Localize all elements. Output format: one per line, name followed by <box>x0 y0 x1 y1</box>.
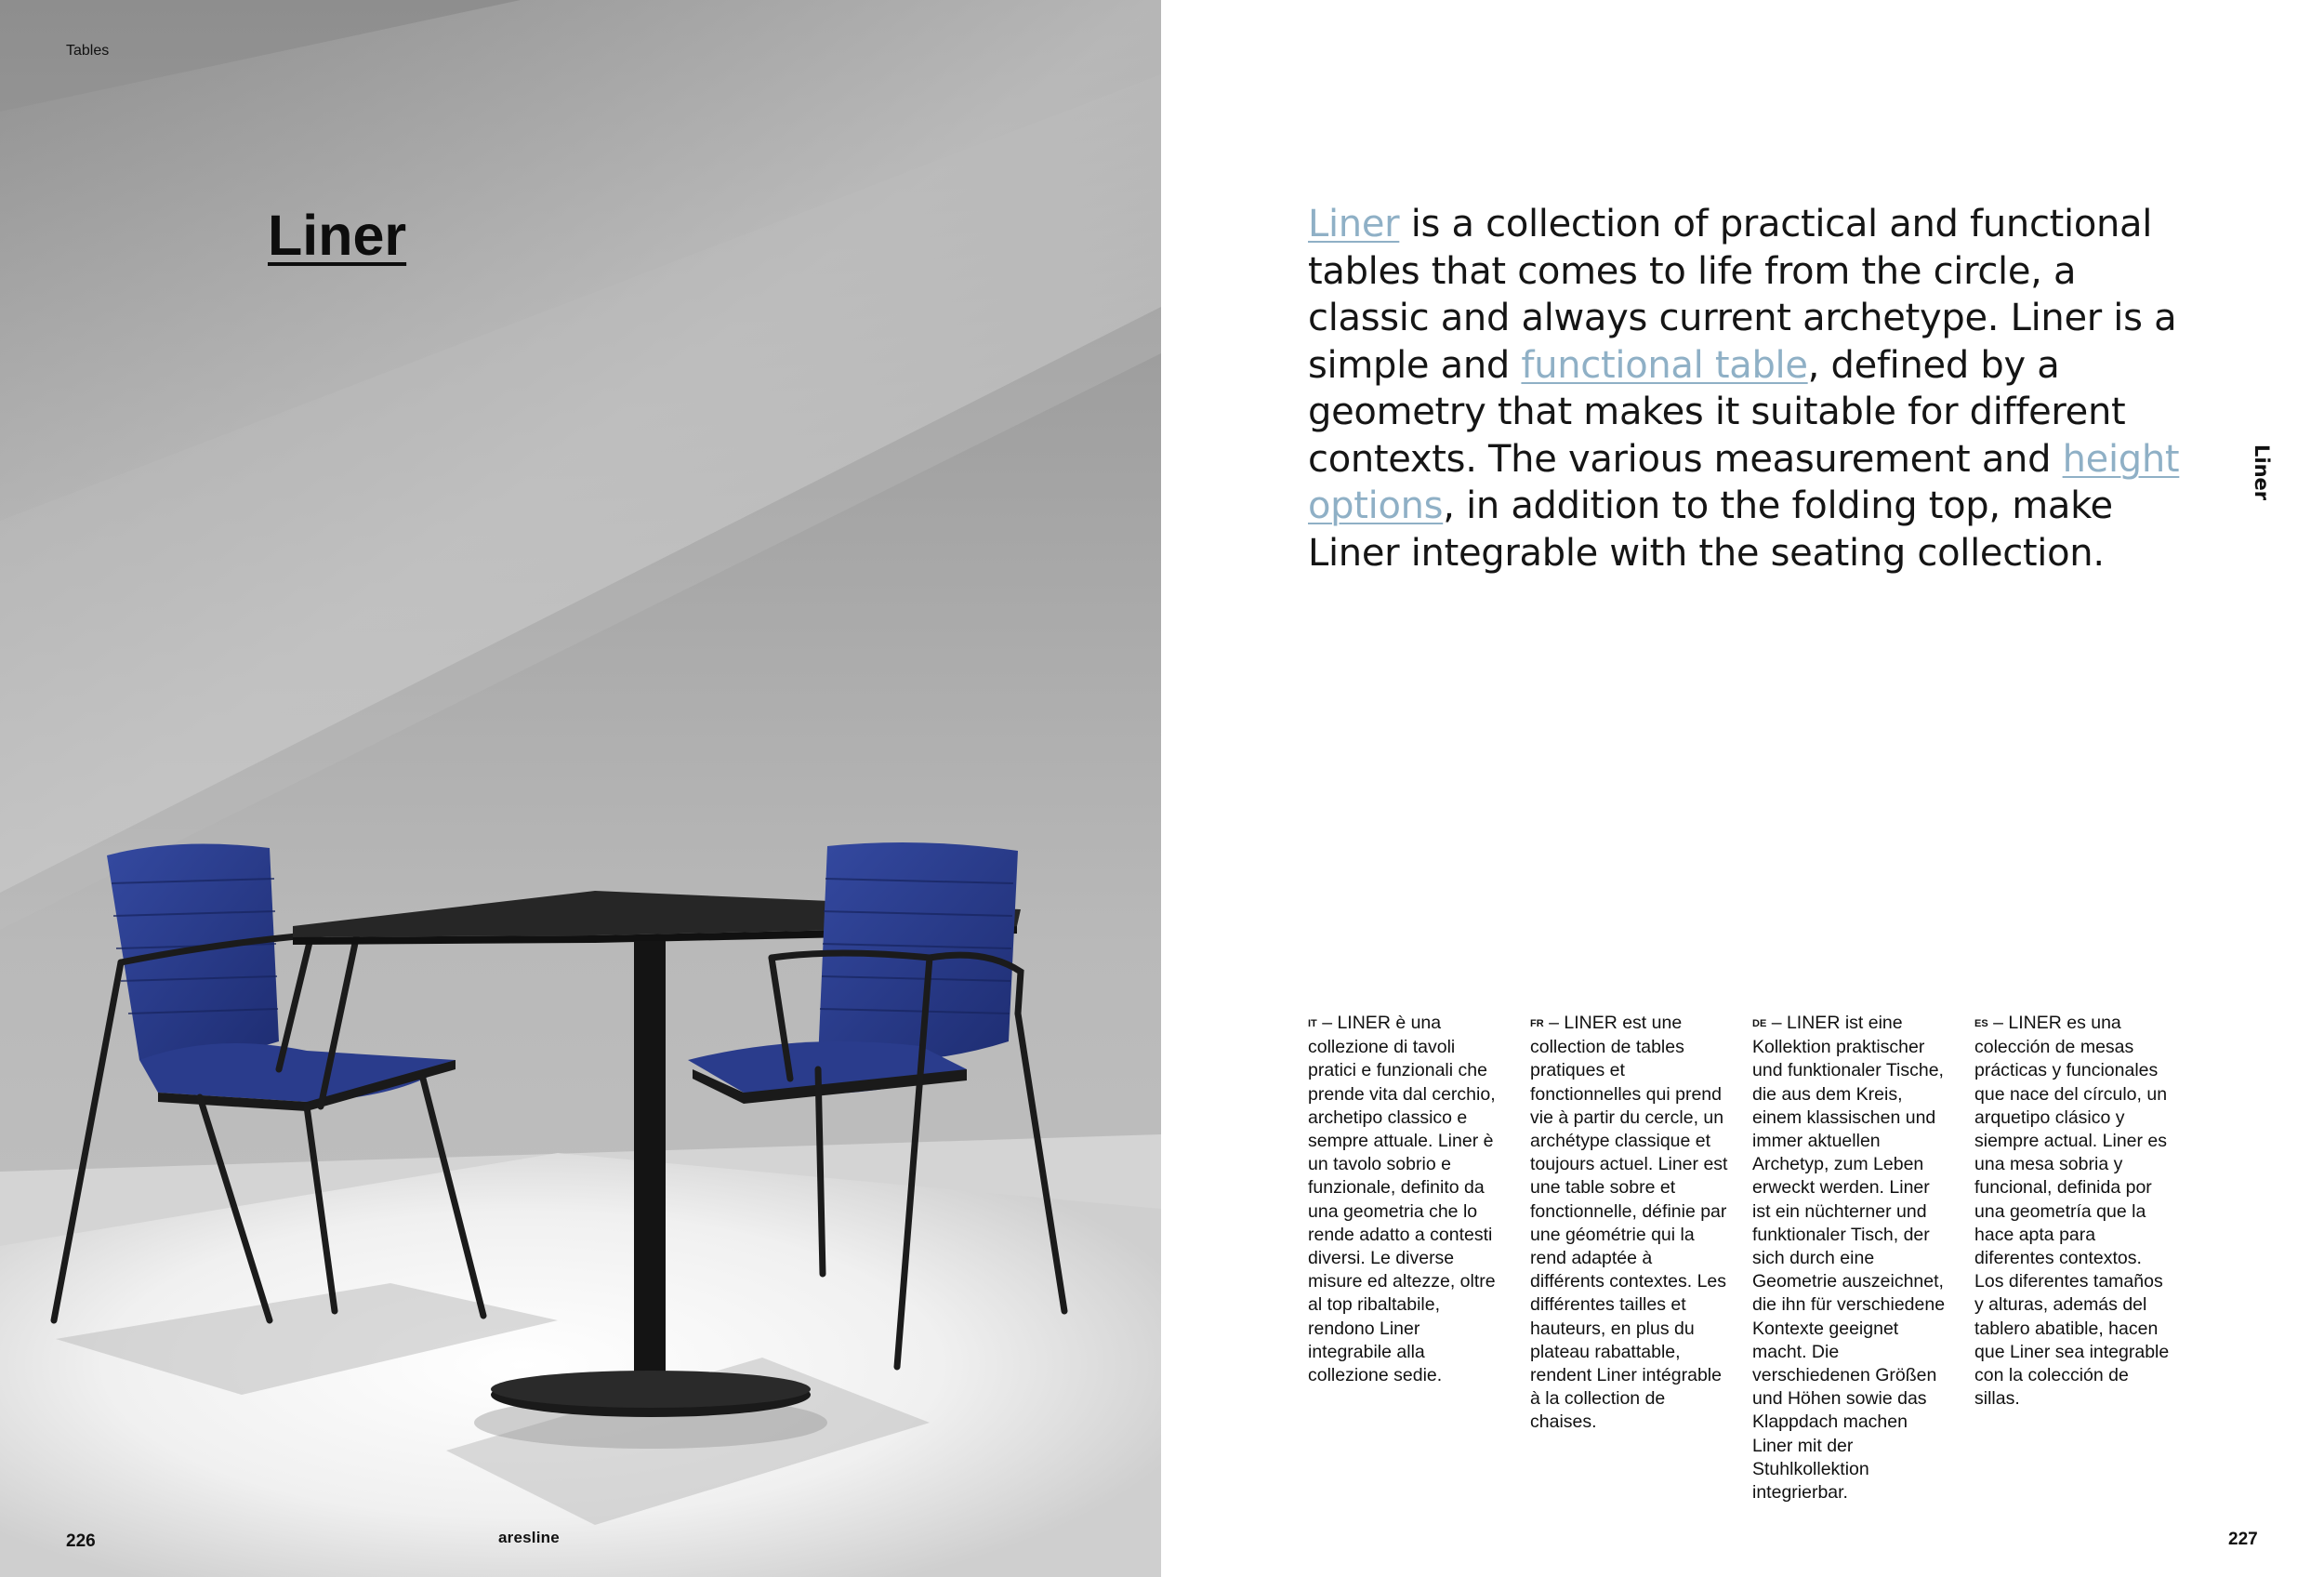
page-number-right: 227 <box>2228 1530 2258 1549</box>
french-column <box>1530 1012 1730 1435</box>
spanish-column <box>1974 1012 2174 1411</box>
product-photo <box>0 0 1161 1577</box>
intro-text-3: , in addition to the folding top, make Liner integrable with the seating collection. <box>1308 484 2113 575</box>
french-text: – LINER est une collection de tables pratiques et fonctionnelles qui prend vie à partir du cercle, un archétype classique et toujours actuel. Liner est une table sobre et fonctionnelle, définie par une géométrie qui la rend adaptée à différents contextes. Les différentes tailles et hauteurs, en plus du plateau rabattable, rendent Liner intégrable à la collection de chaises. <box>1530 1013 1728 1433</box>
language-code-es: ES <box>1974 1018 1988 1029</box>
section-label: Tables <box>66 43 110 59</box>
spanish-text: – LINER es una colección de mesas prácticas y funcionales que nace del círculo, un arquetipo clásico y siempre actual. Liner es una mesa sobria y funcional, definida por una geometría que la hace apta para diferentes contextos. Los diferentes tamaños y alturas, además del tablero abatible, hacen que Liner sea integrable con la colección de sillas. <box>1974 1013 2170 1410</box>
german-column <box>1752 1012 1952 1504</box>
intro-text-1: is a collection of practical and functional tables that comes to life from the circle, a classic and always current archetype. Liner is a simple and <box>1308 203 2177 387</box>
left-page <box>0 0 1161 1577</box>
italian-column <box>1308 1012 1508 1387</box>
page-number-left: 226 <box>66 1531 96 1551</box>
intro-text-2: , defined by a geometry that makes it suitable for different contexts. The various measurement and <box>1308 343 2126 481</box>
product-title[interactable]: Liner <box>268 204 407 267</box>
right-page <box>1161 0 2324 1577</box>
language-code-de: DE <box>1752 1018 1767 1029</box>
italian-text: – LINER è una collezione di tavoli pratici e funzionali che prende vita dal cerchio, archetipo classico e sempre attuale. Liner è un tavolo sobrio e funzionale, definito da una geometria che lo rende adatto a contesti diversi. Le diverse misure ed altezze, oltre al top ribaltabile, rendono Liner integrabile alla collezione sedie. <box>1308 1013 1496 1386</box>
liner-link[interactable]: Liner <box>1308 203 1400 245</box>
side-label: Liner <box>2251 444 2273 501</box>
height-options-link[interactable]: height options <box>1308 437 2180 527</box>
german-text: – LINER ist eine Kollektion praktischer und funktionaler Tische, die aus dem Kreis, einem klassischen und immer aktuellen Archetyp, zum Leben erweckt werden. Liner ist ein nüchterner und funktionaler Tisch, der sich durch eine Geometrie auszeichnet, die ihn für verschiedene Kontexte geeignet macht. Die verschiedenen Größen und Höhen sowie das Klappdach machen Liner mit der Stuhlkollektion integrierbar. <box>1752 1013 1946 1504</box>
functional-table-link[interactable]: functional table <box>1521 343 1808 387</box>
brand-logo: aresline <box>498 1529 560 1546</box>
intro-paragraph <box>1308 201 2200 576</box>
language-code-fr: FR <box>1530 1018 1544 1029</box>
language-code-it: IT <box>1308 1018 1317 1029</box>
